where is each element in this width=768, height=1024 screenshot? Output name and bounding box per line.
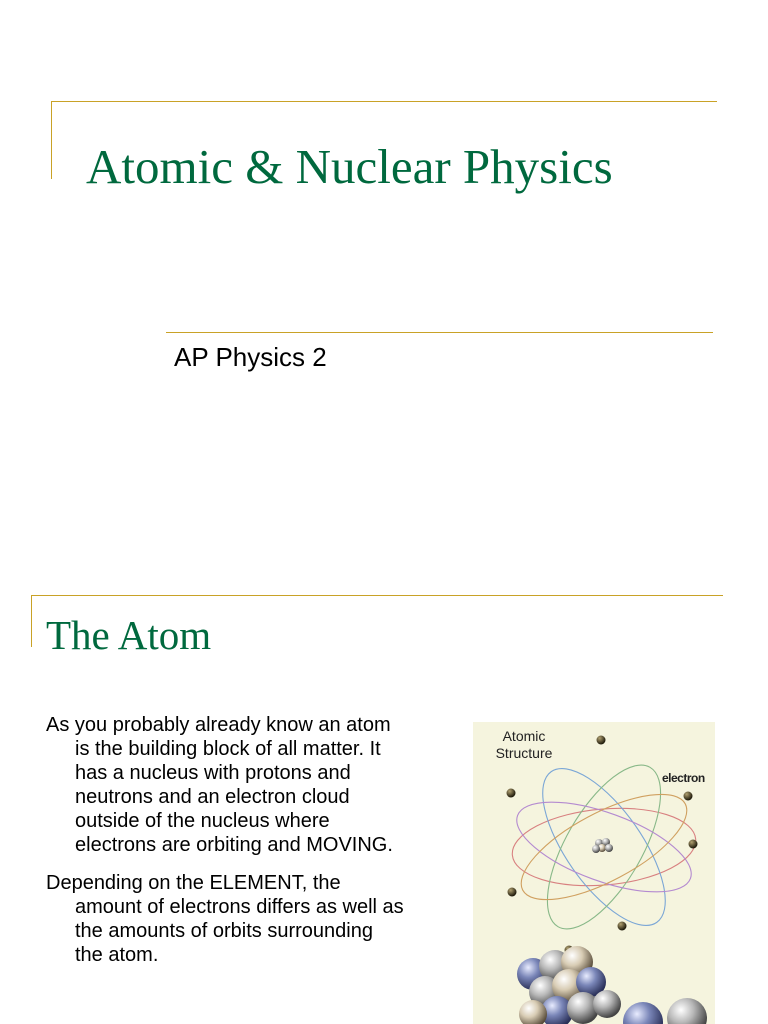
subtitle-rule [166, 332, 713, 333]
body-paragraph: Depending on the ELEMENT, the amount of electrons differs as well as the amounts of orbits surrounding the atom. [46, 872, 404, 966]
title-left-rule [51, 101, 52, 179]
figure-title [493, 728, 555, 762]
electron-dot [597, 736, 606, 745]
slide-subtitle: AP Physics 2 [174, 342, 327, 372]
atomic-structure-figure [473, 722, 715, 1024]
content-left-rule [31, 595, 32, 647]
slide-title: The Atom [46, 612, 212, 658]
electron-dot [618, 922, 627, 931]
body-paragraph: As you probably already know an atom is the building block of all matter. It has a nucleus with protons and neutrons and an electron cloud outside of the nucleus where electrons are orbiting and MOVING. [46, 714, 393, 856]
electron-dot [507, 789, 516, 798]
electron-dot [689, 840, 698, 849]
figure-title-line1: Atomic [502, 728, 546, 744]
figure-title-line2: Structure [495, 745, 553, 761]
electron-dot [508, 888, 517, 897]
atom-illustration [473, 722, 715, 1024]
content-slide [0, 576, 768, 1024]
title-top-rule [51, 101, 717, 102]
nucleus-large [517, 946, 707, 1024]
nucleus-small [592, 838, 613, 853]
slide-body [46, 713, 406, 981]
content-top-rule [31, 595, 723, 596]
electron-label: electron [662, 771, 705, 785]
electron-dot [684, 792, 693, 801]
slide-title: Atomic & Nuclear Physics [86, 139, 613, 194]
